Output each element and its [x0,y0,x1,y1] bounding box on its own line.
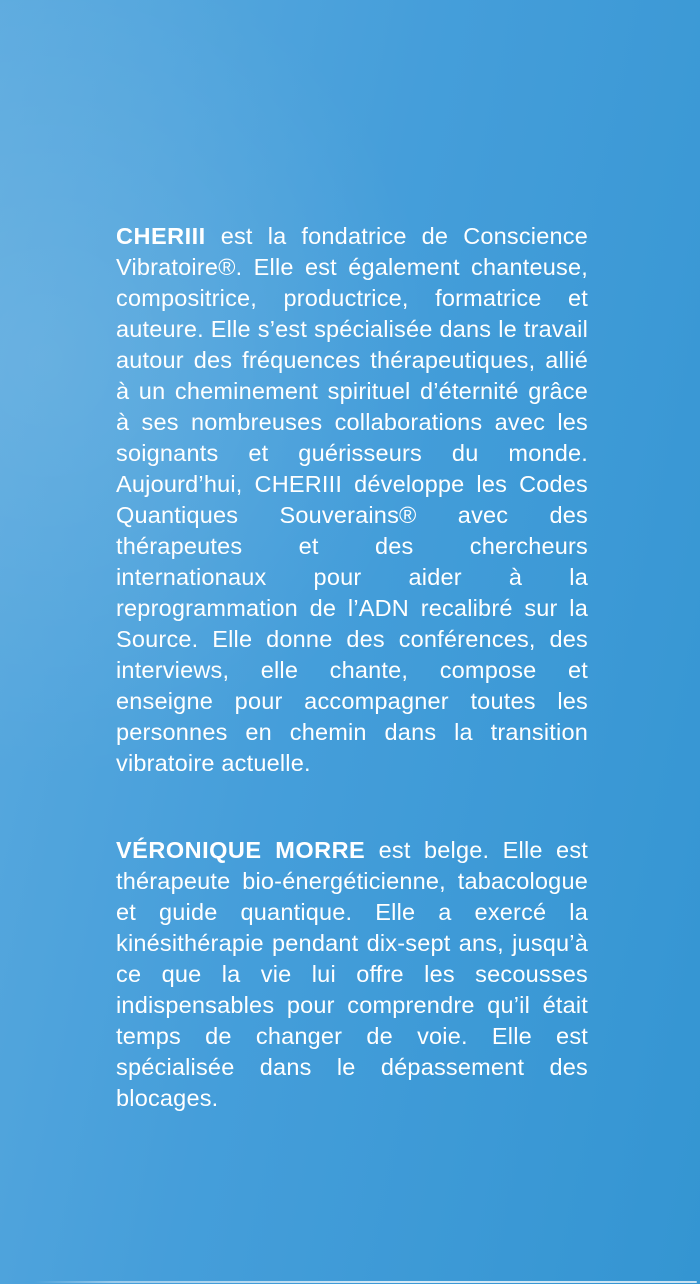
author-name-cheriii: CHERIII [116,223,206,249]
page-edge-highlight [34,1281,697,1283]
author-name-veronique-morre: VÉRONIQUE MORRE [116,837,366,863]
bio-body-veronique-morre: est belge. Elle est thérapeute bio-énergéticienne, tabacologue et guide quantique. Elle a exercé la kinésithérapie pendant dix-sept ans, jusqu’à ce que la vie lui offre les secousses indispensables pour comprendre qu’il était temps de changer de voie. Elle est spécialisée dans le dépassement des blocages. [116,837,588,1111]
bio-paragraph-veronique-morre [116,835,588,1114]
bio-paragraph-cheriii [116,221,588,779]
bio-body-cheriii: est la fondatrice de Conscience Vibratoire®. Elle est également chanteuse, compositrice, productrice, formatrice et auteure. Elle s’est spécialisée dans le travail autour des fréquences thérapeutiques, allié à un cheminement spirituel d’éternité grâce à ses nombreuses collaborations avec les soignants et guérisseurs du monde. Aujourd’hui, CHERIII développe les Codes Quantiques Souverains® avec des thérapeutes et des chercheurs internationaux pour aider à la reprogrammation de l’ADN recalibré sur la Source. Elle donne des conférences, des interviews, elle chante, compose et enseigne pour accompagner toutes les personnes en chemin dans la transition vibratoire actuelle. [116,223,588,776]
author-bios-text-block [116,221,588,1114]
